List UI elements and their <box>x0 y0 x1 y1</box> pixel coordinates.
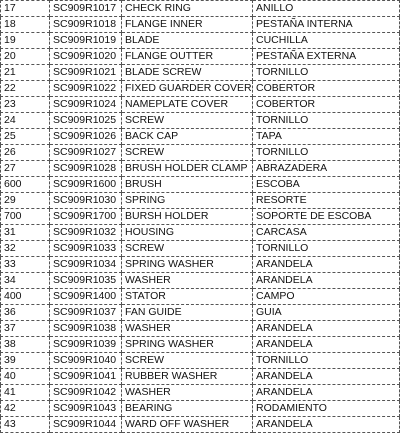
part-code-cell: SC909R1600 <box>50 177 122 193</box>
table-row <box>1 193 400 209</box>
description-cell: STATOR <box>122 289 253 305</box>
item-number-cell: 42 <box>1 401 50 417</box>
table-row <box>1 273 400 289</box>
item-number-cell: 21 <box>1 65 50 81</box>
item-number-cell: 700 <box>1 209 50 225</box>
spanish-description-cell: RODAMIENTO <box>253 401 400 417</box>
part-code-cell: SC909R1024 <box>50 97 122 113</box>
table-row <box>1 225 400 241</box>
item-number-cell: 19 <box>1 33 50 49</box>
description-cell: FLANGE INNER <box>122 17 253 33</box>
item-number-cell: 34 <box>1 273 50 289</box>
table-row <box>1 321 400 337</box>
spanish-description-cell: ESCOBA <box>253 177 400 193</box>
item-number-cell: 23 <box>1 97 50 113</box>
table-row <box>1 257 400 273</box>
spanish-description-cell: SOPORTE DE ESCOBA <box>253 209 400 225</box>
table-row <box>1 113 400 129</box>
description-cell: SPRING WASHER <box>122 257 253 273</box>
part-code-cell: SC909R1028 <box>50 161 122 177</box>
part-code-cell: SC909R1042 <box>50 385 122 401</box>
table-row <box>1 65 400 81</box>
spanish-description-cell: ARANDELA <box>253 417 400 433</box>
item-number-cell: 39 <box>1 353 50 369</box>
description-cell: SCREW <box>122 145 253 161</box>
description-cell: SCREW <box>122 241 253 257</box>
table-row <box>1 161 400 177</box>
part-code-cell: SC909R1025 <box>50 113 122 129</box>
item-number-cell: 17 <box>1 1 50 17</box>
description-cell: BRUSH HOLDER CLAMP <box>122 161 253 177</box>
table-row <box>1 385 400 401</box>
item-number-cell: 36 <box>1 305 50 321</box>
description-cell: WASHER <box>122 321 253 337</box>
spanish-description-cell: COBERTOR <box>253 81 400 97</box>
item-number-cell: 26 <box>1 145 50 161</box>
part-code-cell: SC909R1027 <box>50 145 122 161</box>
spanish-description-cell: ARANDELA <box>253 369 400 385</box>
part-code-cell: SC909R1038 <box>50 321 122 337</box>
part-code-cell: SC909R1043 <box>50 401 122 417</box>
part-code-cell: SC909R1017 <box>50 1 122 17</box>
spanish-description-cell: ANILLO <box>253 1 400 17</box>
table-row <box>1 1 400 17</box>
description-cell: HOUSING <box>122 225 253 241</box>
spanish-description-cell: ARANDELA <box>253 385 400 401</box>
spanish-description-cell: TORNILLO <box>253 65 400 81</box>
description-cell: NAMEPLATE COVER <box>122 97 253 113</box>
parts-table-body <box>1 1 400 433</box>
part-code-cell: SC909R1022 <box>50 81 122 97</box>
part-code-cell: SC909R1044 <box>50 417 122 433</box>
description-cell: FLANGE OUTTER <box>122 49 253 65</box>
item-number-cell: 41 <box>1 385 50 401</box>
table-row <box>1 81 400 97</box>
part-code-cell: SC909R1032 <box>50 225 122 241</box>
item-number-cell: 18 <box>1 17 50 33</box>
item-number-cell: 22 <box>1 81 50 97</box>
description-cell: SPRING <box>122 193 253 209</box>
spanish-description-cell: CAMPO <box>253 289 400 305</box>
description-cell: BRUSH <box>122 177 253 193</box>
description-cell: SCREW <box>122 113 253 129</box>
part-code-cell: SC909R1021 <box>50 65 122 81</box>
item-number-cell: 29 <box>1 193 50 209</box>
part-code-cell: SC909R1026 <box>50 129 122 145</box>
spanish-description-cell: TORNILLO <box>253 145 400 161</box>
spanish-description-cell: COBERTOR <box>253 97 400 113</box>
description-cell: WARD OFF WASHER <box>122 417 253 433</box>
spanish-description-cell: CARCASA <box>253 225 400 241</box>
part-code-cell: SC909R1035 <box>50 273 122 289</box>
description-cell: BEARING <box>122 401 253 417</box>
item-number-cell: 20 <box>1 49 50 65</box>
spanish-description-cell: PESTAÑA EXTERNA <box>253 49 400 65</box>
spanish-description-cell: RESORTE <box>253 193 400 209</box>
table-row <box>1 353 400 369</box>
item-number-cell: 24 <box>1 113 50 129</box>
item-number-cell: 600 <box>1 177 50 193</box>
part-code-cell: SC909R1033 <box>50 241 122 257</box>
table-row <box>1 209 400 225</box>
table-row <box>1 145 400 161</box>
spanish-description-cell: ARANDELA <box>253 257 400 273</box>
spanish-description-cell: ARANDELA <box>253 337 400 353</box>
table-row <box>1 17 400 33</box>
description-cell: BLADE SCREW <box>122 65 253 81</box>
item-number-cell: 33 <box>1 257 50 273</box>
description-cell: RUBBER WASHER <box>122 369 253 385</box>
item-number-cell: 40 <box>1 369 50 385</box>
table-row <box>1 49 400 65</box>
part-code-cell: SC909R1400 <box>50 289 122 305</box>
table-row <box>1 401 400 417</box>
table-row <box>1 337 400 353</box>
spanish-description-cell: TORNILLO <box>253 241 400 257</box>
table-row <box>1 129 400 145</box>
part-code-cell: SC909R1030 <box>50 193 122 209</box>
item-number-cell: 43 <box>1 417 50 433</box>
table-row <box>1 97 400 113</box>
description-cell: FAN GUIDE <box>122 305 253 321</box>
spanish-description-cell: TORNILLO <box>253 113 400 129</box>
part-code-cell: SC909R1034 <box>50 257 122 273</box>
part-code-cell: SC909R1039 <box>50 337 122 353</box>
part-code-cell: SC909R1041 <box>50 369 122 385</box>
spanish-description-cell: TORNILLO <box>253 353 400 369</box>
item-number-cell: 25 <box>1 129 50 145</box>
item-number-cell: 31 <box>1 225 50 241</box>
spanish-description-cell: GUIA <box>253 305 400 321</box>
table-row <box>1 305 400 321</box>
description-cell: BACK CAP <box>122 129 253 145</box>
description-cell: FIXED GUARDER COVER <box>122 81 253 97</box>
spanish-description-cell: TAPA <box>253 129 400 145</box>
table-row <box>1 241 400 257</box>
spanish-description-cell: ARANDELA <box>253 321 400 337</box>
part-code-cell: SC909R1040 <box>50 353 122 369</box>
table-row <box>1 289 400 305</box>
part-code-cell: SC909R1020 <box>50 49 122 65</box>
part-code-cell: SC909R1700 <box>50 209 122 225</box>
item-number-cell: 37 <box>1 321 50 337</box>
item-number-cell: 400 <box>1 289 50 305</box>
item-number-cell: 38 <box>1 337 50 353</box>
part-code-cell: SC909R1018 <box>50 17 122 33</box>
description-cell: SCREW <box>122 353 253 369</box>
description-cell: SPRING WASHER <box>122 337 253 353</box>
table-row <box>1 369 400 385</box>
item-number-cell: 27 <box>1 161 50 177</box>
description-cell: WASHER <box>122 385 253 401</box>
item-number-cell: 32 <box>1 241 50 257</box>
table-row <box>1 177 400 193</box>
spanish-description-cell: ARANDELA <box>253 273 400 289</box>
description-cell: BLADE <box>122 33 253 49</box>
part-code-cell: SC909R1037 <box>50 305 122 321</box>
spanish-description-cell: CUCHILLA <box>253 33 400 49</box>
spanish-description-cell: ABRAZADERA <box>253 161 400 177</box>
table-row <box>1 33 400 49</box>
description-cell: BURSH HOLDER <box>122 209 253 225</box>
description-cell: CHECK RING <box>122 1 253 17</box>
spanish-description-cell: PESTAÑA INTERNA <box>253 17 400 33</box>
description-cell: WASHER <box>122 273 253 289</box>
part-code-cell: SC909R1019 <box>50 33 122 49</box>
